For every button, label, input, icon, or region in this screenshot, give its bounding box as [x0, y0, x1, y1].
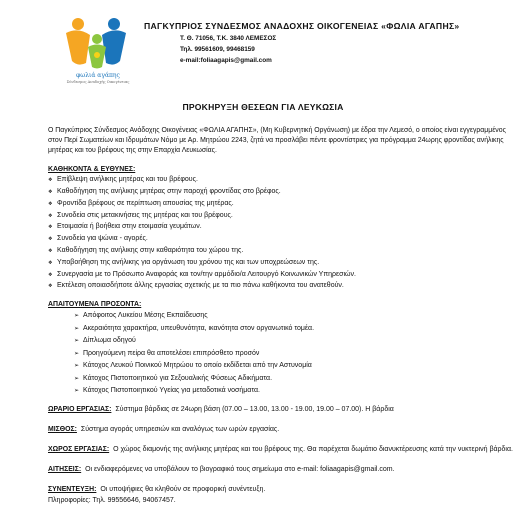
- phone-numbers: Τηλ. 99561609, 99468159: [180, 46, 255, 53]
- list-item: ➢ Κάτοχος Πιστοποιητικού για Σεξουαλικής Φύσεως Αδικήματα.: [74, 374, 273, 382]
- working-hours-heading: ΩΡΑΡΙΟ ΕΡΓΑΣΙΑΣ:: [48, 405, 112, 413]
- announcement-body: [48, 126, 518, 506]
- list-item: ❖ Συνοδεία για ψώνια - αγορές.: [48, 235, 148, 243]
- diamond-bullet-icon: ❖: [48, 200, 53, 207]
- applications: [48, 465, 518, 475]
- applications-heading: ΑΙΤΗΣΕΙΣ:: [48, 466, 82, 474]
- working-hours-text: Σύστημα βάρδιας σε 24ωρη βάση (07.00 – 13.00, 13.00 - 19.00, 19.00 – 07.00). Η βάρδια: [115, 405, 394, 413]
- interview: [48, 485, 518, 505]
- list-item: ❖ Ετοιμασία ή βοήθεια στην ετοιμασία γευμάτων.: [48, 223, 202, 231]
- diamond-bullet-icon: ❖: [48, 271, 53, 278]
- diamond-bullet-icon: ❖: [48, 224, 53, 231]
- list-item: ➢ Κάτοχος Λευκού Ποινικού Μητρώου το οποίο εκδίδεται από την Αστυνομία: [74, 362, 312, 370]
- diamond-bullet-icon: ❖: [48, 189, 53, 196]
- contact-info: Πληροφορίες: Τηλ. 99556646, 94067457.: [48, 496, 176, 504]
- list-item: ➢ Προηγούμενη πείρα θα αποτελέσει επιπρόσθετο προσόν: [74, 349, 260, 357]
- salary-text: Σύστημα αγοράς υπηρεσιών και αναλόγως των ωρών εργασίας.: [80, 425, 280, 433]
- duties-heading: ΚΑΘΗΚΟΝΤΑ & ΕΥΘΥΝΕΣ:: [48, 166, 136, 173]
- diamond-bullet-icon: ❖: [48, 212, 53, 219]
- list-item: ➢ Ακεραιότητα χαρακτήρα, υπευθυνότητα, ικανότητα στον οργανωτικό τομέα.: [74, 324, 315, 332]
- qualifications-heading: ΑΠΑΙΤΟΥΜΕΝΑ ΠΡΟΣΟΝΤΑ:: [48, 300, 142, 308]
- arrow-bullet-icon: ➢: [74, 363, 80, 370]
- diamond-bullet-icon: ❖: [48, 177, 53, 184]
- salary: [48, 425, 518, 435]
- working-hours: [48, 405, 518, 415]
- arrow-bullet-icon: ➢: [74, 338, 80, 345]
- interview-heading: ΣΥΝΕΝΤΕΥΞΗ:: [48, 486, 97, 494]
- list-item: ➢ Απόφοιτος Λυκείου Μέσης Εκπαίδευσης: [74, 311, 208, 319]
- arrow-bullet-icon: ➢: [74, 312, 80, 319]
- diamond-bullet-icon: ❖: [48, 259, 53, 266]
- duties-list: [48, 176, 518, 290]
- list-item: ➢ Δίπλωμα οδηγού: [74, 337, 136, 345]
- salary-heading: ΜΙΣΘΟΣ:: [48, 425, 77, 433]
- workplace: [48, 445, 518, 455]
- workplace-text: Ο χώρος διαμονής της ανήλικης μητέρας και του βρέφους της. Θα παρέχεται δωμάτιο διανυκτέρευσης κατά την νυκτερινή βάρδια.: [113, 446, 513, 454]
- postal-address: Τ. Θ. 71056, Τ.Κ. 3840 ΛΕΜΕΣΟΣ: [180, 35, 277, 43]
- list-item: ❖ Καθοδήγηση της ανήλικης μητέρας στην παροχή φροντίδας στο βρέφος.: [48, 188, 281, 196]
- logo-name: φωλιά αγάπης: [76, 72, 120, 79]
- list-item: ❖ Φροντίδα βρέφους σε περίπτωση απουσίας της μητέρας.: [48, 199, 234, 207]
- arrow-bullet-icon: ➢: [74, 325, 80, 332]
- interview-text: Οι υποψήφιες θα κληθούν σε προφορική συνέντευξη.: [100, 486, 266, 494]
- list-item: ➢ Κάτοχος Πιστοποιητικού Υγείας για μεταδοτικά νοσήματα.: [74, 387, 260, 395]
- list-item: ❖ Εκτέλεση οποιασδήποτε άλλης εργασίας σχετικής με τα πιο πάνω καθήκοντα του ανατεθούν.: [48, 282, 344, 290]
- diamond-bullet-icon: ❖: [48, 283, 53, 290]
- list-item: ❖ Υποβοήθηση της ανήλικης για οργάνωση του χρόνου της και των υποχρεώσεων της.: [48, 258, 320, 266]
- diamond-bullet-icon: ❖: [48, 236, 53, 243]
- diamond-bullet-icon: ❖: [48, 247, 53, 254]
- logo-text: [64, 72, 132, 85]
- qualifications-list: [48, 312, 518, 396]
- contact-email: e-mail:foliaagapis@gmail.com: [180, 56, 272, 64]
- arrow-bullet-icon: ➢: [74, 388, 80, 395]
- logo-subtext: Σύνδεσμος Αναδοχής Οικογένειας: [66, 80, 130, 85]
- letterhead: [144, 21, 514, 64]
- workplace-heading: ΧΩΡΟΣ ΕΡΓΑΣΙΑΣ:: [48, 446, 110, 454]
- applications-text: Οι ενδιαφερόμενες να υποβάλουν το βιογραφικό τους σημείωμα στο e-mail: foliaagapis@gmail.com.: [85, 466, 395, 474]
- list-item: ❖ Συνοδεία στις μετακινήσεις της μητέρας και του βρέφους.: [48, 211, 233, 219]
- list-item: ❖ Συνεργασία με το Πρόσωπο Αναφοράς και τον/την αρμόδιο/α Λειτουργό Κοινωνικών Υπηρεσιών.: [48, 270, 356, 278]
- organization-name: ΠΑΓΚΥΠΡΙΟΣ ΣΥΝΔΕΣΜΟΣ ΑΝΑΔΟΧΗΣ ΟΙΚΟΓΕΝΕΙΑΣ «ΦΩΛΙΑ ΑΓΑΠΗΣ»: [144, 21, 460, 31]
- intro-paragraph: Ο Παγκύπριος Σύνδεσμος Ανάδοχης Οικογένειας «ΦΩΛΙΑ ΑΓΑΠΗΣ», (Μη Κυβερνητική Οργάνωση) με έδρα την Λεμεσό, ο οποίος είναι εγγεγραμμένος στον Περί Σωματείων και Ιδρυμάτων Νόμο με Αρ. Μητρώου 2243, ζητά να προσλάβει πέντε φροντίστριες για πρόγραμμα 24ωρης φροντίδας ανήλικης μητέρας και του βρέφους της στην Επαρχία Λευκωσίας.: [48, 127, 506, 154]
- list-item: ❖ Καθοδήγηση της ανήλικης στην καθαριότητα του χώρου της.: [48, 246, 244, 254]
- arrow-bullet-icon: ➢: [74, 375, 80, 382]
- arrow-bullet-icon: ➢: [74, 350, 80, 357]
- list-item: ❖ Επίβλεψη ανήλικης μητέρας και του βρέφους.: [48, 176, 198, 184]
- announcement-title: ΠΡΟΚΗΡΥΞΗ ΘΕΣΕΩΝ ΓΙΑ ΛΕΥΚΩΣΙΑ: [182, 102, 344, 112]
